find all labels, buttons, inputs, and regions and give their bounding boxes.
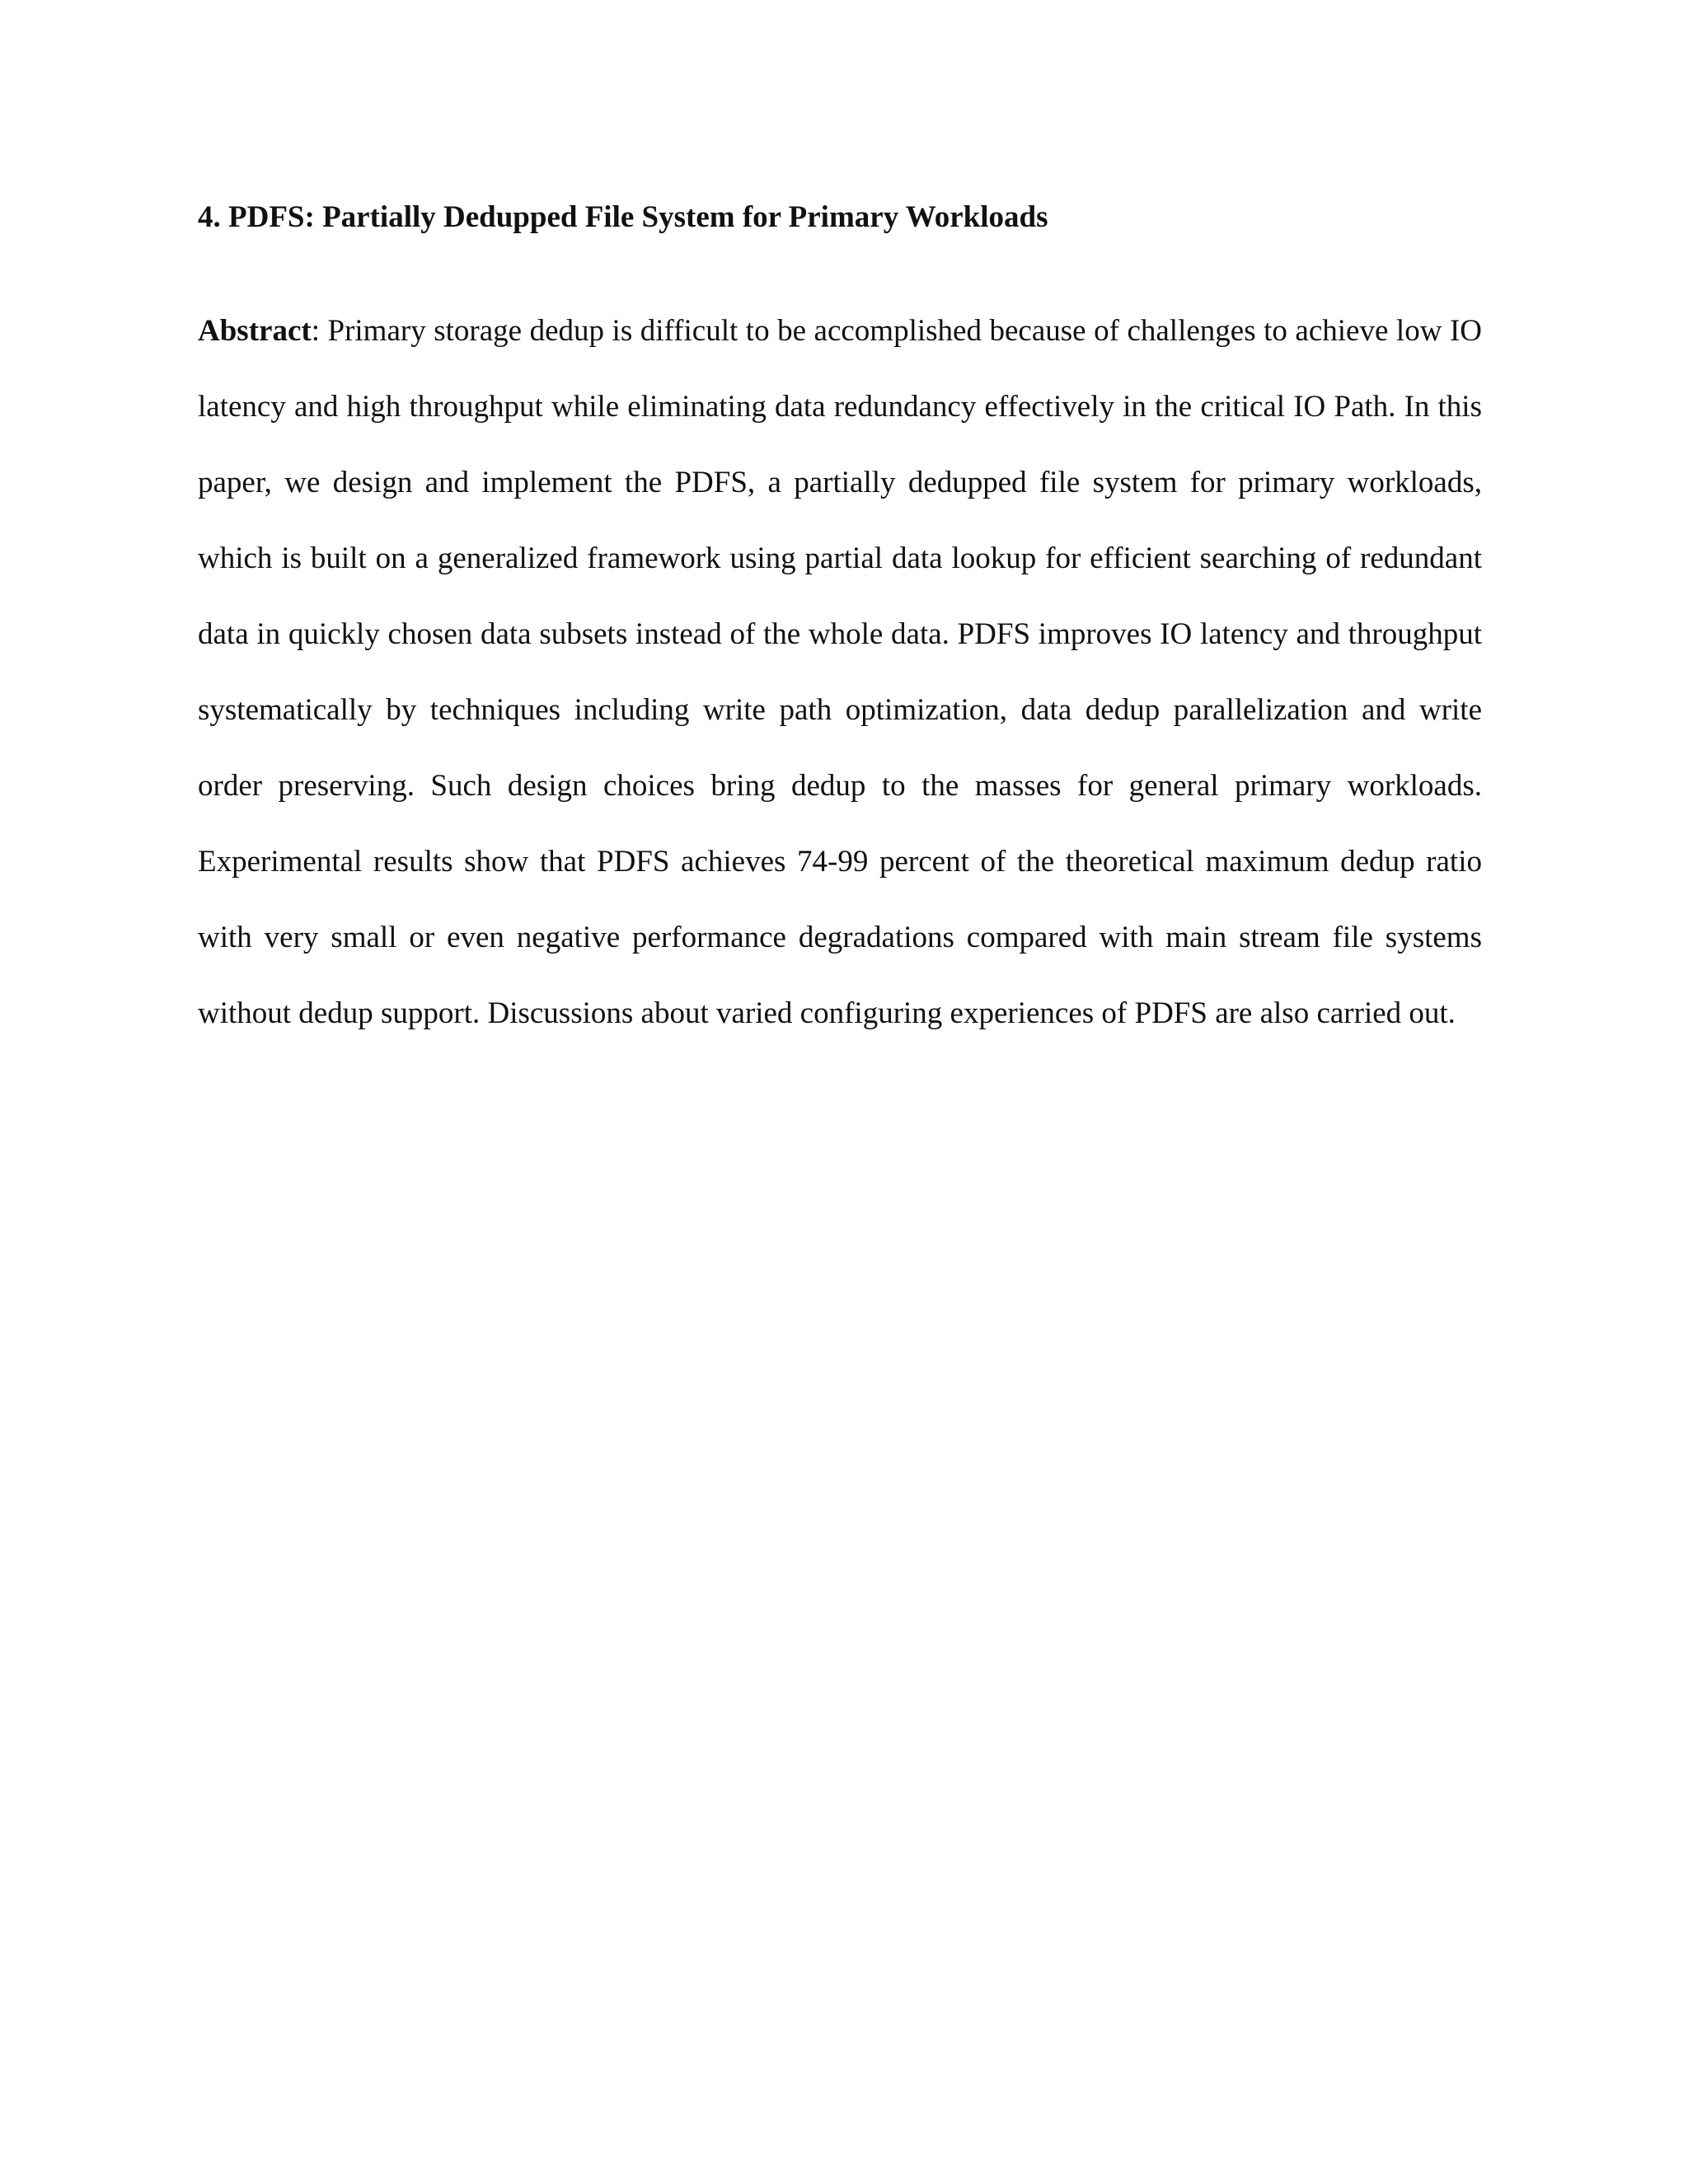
abstract-label: Abstract (198, 314, 312, 348)
paper-content (198, 199, 1482, 1052)
abstract-paragraph (198, 293, 1482, 1052)
abstract-text: Primary storage dedup is difficult to be accomplished because of challenges to achieve low IO latency and high throughput while eliminating data redundancy effectively in the critical IO Path. In this paper, we design and implement the PDFS, a partially dedupped file system for primary workloads, which is built on a generalized framework using partial data lookup for efficient searching of redundant data in quickly chosen data subsets instead of the whole data. PDFS improves IO latency and throughput systematically by techniques including write path optimization, data dedup parallelization and write order preserving. Such design choices bring dedup to the masses for general primary workloads. Experimental results show that PDFS achieves 74-99 percent of the theoretical maximum dedup ratio with very small or even negative performance degradations compared with main stream file systems without dedup support. Discussions about varied configuring experiences of PDFS are also carried out. (198, 314, 1482, 1030)
paper-title: 4. PDFS: Partially Dedupped File System for Primary Workloads (198, 200, 1048, 234)
abstract-separator: : (311, 314, 328, 348)
